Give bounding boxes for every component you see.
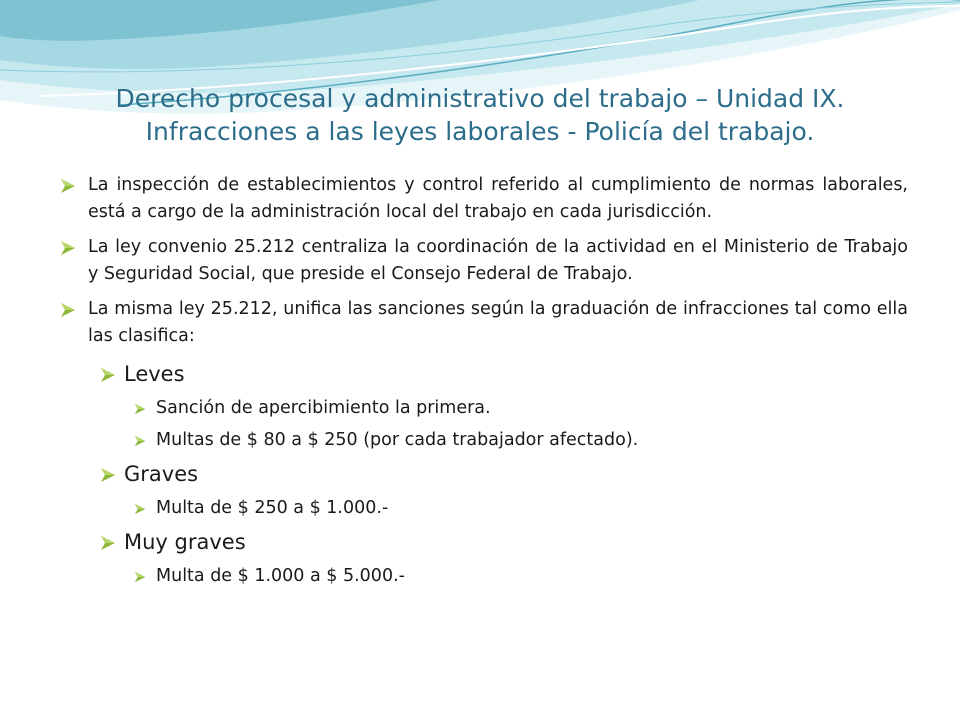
arrow-bullet-icon [100,367,116,383]
bullet-item [60,234,908,288]
sub-bullet-item [60,426,908,454]
category-label: Muy graves [124,530,246,554]
arrow-bullet-icon [60,240,76,256]
arrow-bullet-icon [134,435,146,447]
category-leves [60,358,908,390]
title-line-1: Derecho procesal y administrativo del trabajo – Unidad IX. [115,84,845,113]
bullet-text: La inspección de establecimientos y control referido al cumplimiento de normas laborales, está a cargo de la administración local del trabajo en cada jurisdicción. [88,175,908,222]
bullet-item [60,296,908,350]
arrow-bullet-icon [134,403,146,415]
category-label: Graves [124,462,199,486]
category-label: Leves [124,362,185,386]
sub-bullet-text: Sanción de apercibimiento la primera. [156,398,491,418]
sub-bullet-item [60,494,908,522]
sub-bullet-item [60,394,908,422]
content-area [60,172,908,594]
title-line-2: Infracciones a las leyes laborales - Policía del trabajo. [145,117,815,146]
arrow-bullet-icon [134,571,146,583]
sub-bullet-text: Multa de $ 250 a $ 1.000.- [156,498,389,518]
category-muy-graves [60,526,908,558]
bullet-item [60,172,908,226]
arrow-bullet-icon [60,178,76,194]
arrow-bullet-icon [100,467,116,483]
slide-title [60,82,900,148]
sub-bullet-text: Multas de $ 80 a $ 250 (por cada trabajador afectado). [156,430,639,450]
bullet-text: La ley convenio 25.212 centraliza la coordinación de la actividad en el Ministerio de Trabajo y Seguridad Social, que preside el Consejo Federal de Trabajo. [88,237,908,284]
arrow-bullet-icon [134,503,146,515]
sub-bullet-text: Multa de $ 1.000 a $ 5.000.- [156,566,405,586]
category-graves [60,458,908,490]
arrow-bullet-icon [60,302,76,318]
sub-bullet-item [60,562,908,590]
arrow-bullet-icon [100,535,116,551]
bullet-text: La misma ley 25.212, unifica las sanciones según la graduación de infracciones tal como ella las clasifica: [88,299,908,346]
